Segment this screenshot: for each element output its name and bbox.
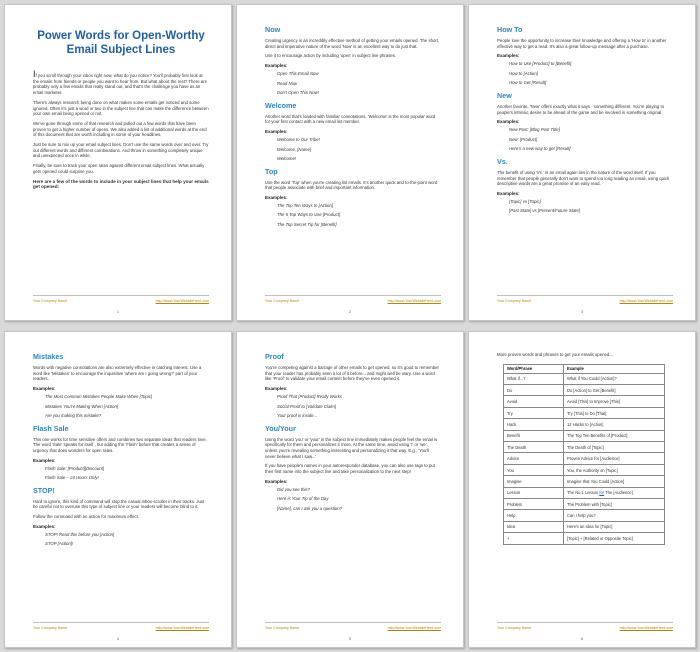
- page-number: 1: [116, 309, 120, 314]
- bold-paragraph: Here are a few of the words to include in your subject lines that help your emails get opened:: [33, 178, 209, 190]
- paragraph: Follow the command with an action for maximum effect.: [33, 514, 139, 520]
- example-cell: Avoid [This] to Improve [This]: [564, 396, 665, 407]
- word-cell: Do: [504, 385, 564, 396]
- company-name: Your Company Name: [265, 626, 300, 630]
- page-footer: [33, 622, 209, 631]
- company-name: Your Company Name: [497, 299, 532, 303]
- page-number: 3: [580, 309, 584, 314]
- footer-divider: [265, 295, 441, 296]
- example-cell: Here's an Idea for [Topic]: [564, 521, 665, 532]
- example-item: New Post: [Blog Post Title]: [509, 127, 560, 133]
- word-cell: Help: [504, 510, 564, 521]
- examples-label: Examples:: [497, 119, 520, 125]
- paragraph: Using the word 'you' or 'your' in the subject line immediately makes people feel the email is specifically for them and personalizes it more. At the same time, avoid using 'I' or 'we', unless you're revealing something interesting and personalizing it that way. E.g., 'You'll never believe what I saw...': [265, 436, 438, 459]
- page-number: 2: [348, 309, 352, 314]
- example-item: Read Now: [277, 80, 298, 86]
- word-cell: Idea: [504, 521, 564, 532]
- example-item: Mistakes You're Making When [Action]: [45, 403, 119, 409]
- example-cell: The Top Ten Benefits of [Product]: [564, 430, 665, 441]
- company-name: Your Company Name: [497, 626, 532, 630]
- example-item: How to [Action]: [509, 70, 538, 76]
- page-footer: [265, 622, 441, 631]
- example-item: [Topic] vs [Topic]: [509, 198, 541, 204]
- example-item: New: [Product]: [509, 136, 538, 142]
- table-row: [504, 464, 665, 475]
- website-link[interactable]: http://www.YourWebsiteHere.com: [619, 626, 673, 630]
- example-item: The 5 Top Ways to Use [Product]: [277, 212, 341, 218]
- table-row: [504, 476, 665, 487]
- example-item: The Top Secret Tip for [Benefit]: [277, 221, 337, 227]
- table-row: [504, 499, 665, 510]
- website-link[interactable]: http://www.YourWebsiteHere.com: [387, 626, 441, 630]
- example-cell: Do [Action] to Get [Benefit]: [564, 385, 665, 396]
- examples-label: Examples:: [33, 523, 56, 529]
- examples-label: Examples:: [33, 457, 56, 463]
- example-item: Here's a new way to get [Result]: [509, 146, 571, 152]
- example-item: Social Proof to [Validate Claim]: [277, 403, 337, 409]
- example-item: The Top Ten Ways to [Action]: [277, 202, 333, 208]
- example-cell: The Problem with [Topic]: [564, 499, 665, 510]
- document-page-3: [468, 4, 696, 321]
- table-row: [504, 453, 665, 464]
- example-item: The Most Common Mistakes People Make When [Topic]: [45, 394, 153, 400]
- example-cell: What if You Could [Action]?: [564, 373, 665, 384]
- examples-label: Examples:: [497, 190, 520, 196]
- section-heading-welcome: Welcome: [265, 100, 297, 110]
- website-link[interactable]: http://www.YourWebsiteHere.com: [387, 299, 441, 303]
- paragraph: Another favorite, 'New' offers exactly what it says - something different. You're playing to people's intrinsic desire to be ahead of the game and be involved in something original.: [497, 103, 665, 115]
- example-cell: The Death of [Topic]: [564, 442, 665, 453]
- section-heading-stop: STOP!: [33, 485, 55, 495]
- paragraph: You're competing against a barrage of other emails to get opened, so it's good to remember that your reader has probably seen a lot of it before... and might well be wary. Use a word like 'Proof' to validate your email content before they've even opened it.: [265, 365, 439, 382]
- footer-divider: [33, 622, 209, 623]
- website-link[interactable]: http://www.YourWebsiteHere.com: [619, 299, 673, 303]
- examples-label: Examples:: [265, 194, 288, 200]
- table-header-row: [504, 364, 665, 373]
- examples-label: Examples:: [497, 53, 520, 59]
- table-row: [504, 407, 665, 418]
- company-name: Your Company Name: [265, 299, 300, 303]
- paragraph: Words with negative connotations are also extremely effective in catching interest. Use a word like 'Mistakes' to encourage the inquisitive 'where am I going wrong?' part of your readers.: [33, 365, 202, 382]
- document-title: Power Words for Open-Worthy Email Subject Lines: [37, 30, 205, 56]
- section-heading-top: Top: [265, 166, 278, 176]
- footer-divider: [497, 295, 673, 296]
- power-words-table: [503, 364, 665, 545]
- paragraph: Finally, be sure to track your open rates against different email subject lines. What actually gets opened could surprise you.: [33, 163, 205, 174]
- example-item: STOP [Action]!: [45, 541, 74, 547]
- example-cell: Try [This] to Do [That]: [564, 407, 665, 418]
- section-heading-proof: Proof: [265, 352, 284, 361]
- example-item: Here is Your Tip of the Day: [277, 496, 329, 502]
- word-cell: Advice: [504, 453, 564, 464]
- company-name: Your Company Name: [33, 626, 68, 630]
- example-item: [Past State] vs [Present/Future State]: [509, 208, 580, 214]
- example-cell: Proven Advice for [Audience]: [564, 453, 665, 464]
- table-row: [504, 442, 665, 453]
- example-cell: Can I help you?: [564, 510, 665, 521]
- page-footer: [33, 295, 209, 304]
- word-cell: Avoid: [504, 396, 564, 407]
- paragraph: This one works for time sensitive offers and combines two separate ideas that readers love. The word 'Sale' speaks for itself , but adding the 'Flash' before that creates a sense of urgency that does wonders for open rates.: [33, 436, 207, 454]
- example-item: [Name], can I ask you a question?: [277, 505, 342, 511]
- example-cell: [Topic] + [Related or Opposite Topic]: [564, 533, 665, 544]
- drop-cap: I: [33, 69, 36, 79]
- example-item: Welcome to Our Tribe!: [277, 137, 320, 143]
- paragraph: If you have people's names in your autoresponder database, you can also use tags to put their first name into the subject line and take personalization to the next step!: [265, 463, 435, 475]
- example-item: How to Get [Result]: [509, 80, 547, 86]
- example-item: Flash Sale: [Product][Discount]: [45, 465, 104, 471]
- document-page-4: [4, 331, 232, 648]
- table-row: [504, 533, 665, 544]
- footer-divider: [497, 622, 673, 623]
- section-heading-now: Now: [265, 25, 281, 34]
- examples-label: Examples:: [265, 386, 288, 392]
- paragraph: People love the opportunity to increase their knowledge and offering a 'How to' in another effective way to get a read. It's also a great follow-up message after a purchase.: [497, 38, 667, 49]
- example-item: How to Use [Product] to [Benefit]: [509, 61, 572, 67]
- table-row: [504, 487, 665, 498]
- website-link[interactable]: http://www.YourWebsiteHere.com: [155, 299, 209, 303]
- table-row: [504, 385, 665, 396]
- example-item: Are you making this mistake?: [45, 413, 102, 419]
- intro-paragraph: If you scroll through your inbox right now, what do you notice? You'll probably first look at the emails from friends or people you want to hear from. But what about the rest? There are probably only a few emails that really stand out, and that's the challenge you have as an email marketer.: [33, 69, 208, 96]
- examples-label: Examples:: [265, 63, 288, 69]
- table-row: [504, 373, 665, 384]
- footer-divider: [33, 295, 209, 296]
- paragraph: Hard to ignore, this kind of command will stop the casual inbox-scroller in their tracks. Just be careful not to overuse this type of subject line or your readers will become blind to it.: [33, 498, 205, 510]
- example-item: Welcome, [Name]: [277, 146, 312, 152]
- example-item: Don't Open This Now!: [277, 90, 319, 96]
- section-heading-you-your: You/Your: [265, 423, 296, 433]
- paragraph: We've gone through some of that research and pulled out a few words that have been proven to get a higher number of opens. We also added a list of additional words at the end of this document that are worth including in some of your headlines.: [33, 120, 207, 138]
- example-item: Welcome!: [277, 156, 297, 162]
- examples-label: Examples:: [265, 478, 288, 484]
- example-item: STOP! Read this before you [Action]: [45, 531, 115, 537]
- table-row: [504, 430, 665, 441]
- word-cell: Benefit: [504, 430, 564, 441]
- example-item: Flash Sale – 24 Hours Only!: [45, 475, 99, 481]
- example-cell: 12 Hacks to [Action]: [564, 419, 665, 430]
- paragraph: The benefit of using 'Vs.' in an email again lies in the nature of the word itself. If you remember that people generally don't want to spend too long reading an email, using quick descriptive words are a great promise of an easy read.: [497, 169, 670, 187]
- page-footer: [497, 622, 673, 631]
- page-number: 5: [348, 636, 352, 641]
- paragraph: There's always research being done on what makes some emails get noticed and some ignored. Often it's just a word or two in the subject line that can make the difference between your own email being opened or not.: [33, 99, 209, 117]
- section-heading-new: New: [497, 90, 512, 100]
- section-heading-flash-sale: Flash Sale: [33, 423, 69, 433]
- column-header-word: Word/Phrase: [504, 364, 564, 373]
- table-row: [504, 510, 665, 521]
- document-page-1: [4, 4, 232, 321]
- document-page-5: [236, 331, 464, 648]
- website-link[interactable]: http://www.YourWebsiteHere.com: [155, 626, 209, 630]
- word-cell: Problem: [504, 499, 564, 510]
- example-item: Proof That [Product] Really Works: [277, 394, 342, 400]
- table-row: [504, 396, 665, 407]
- section-heading-vs: Vs.: [497, 156, 508, 166]
- examples-label: Examples:: [265, 129, 288, 135]
- paragraph: Just be sure to mix up your email subject lines. Don't use the same words over and over. Try out different words and different combinations. And throw in something completely unique and unexpected once in while.: [33, 142, 209, 159]
- footer-divider: [265, 622, 441, 623]
- table-row: [504, 521, 665, 532]
- section-heading-mistakes: Mistakes: [33, 352, 64, 361]
- word-cell: Lesson: [504, 487, 564, 498]
- examples-label: Examples:: [33, 386, 56, 392]
- hyperlink[interactable]: for: [599, 490, 605, 496]
- word-cell: Try: [504, 407, 564, 418]
- page-footer: [265, 295, 441, 304]
- section-heading-how-to: How To: [497, 25, 523, 34]
- document-page-2: [236, 4, 464, 321]
- word-cell: Imagine: [504, 476, 564, 487]
- paragraph: Use the word 'Top' when you're creating list emails. It's another quick and to-the-point word that people associate with brief and important information.: [265, 179, 438, 191]
- page-footer: [497, 295, 673, 304]
- document-page-6: [468, 331, 696, 648]
- word-cell: Hack: [504, 419, 564, 430]
- paragraph: Another word that's loaded with familiar connotations, 'Welcome' is the most popular word for your first contact with a new email list member.: [265, 113, 436, 125]
- example-cell: Imagine that You Could [Action]: [564, 476, 665, 487]
- paragraph: Creating urgency is an incredibly effective method of getting your emails opened. The short, direct and imperative nature of the word 'Now' is an excellent way to do just that.: [265, 38, 440, 49]
- table-intro: More proven words and phrases to get your emails opened...: [497, 352, 613, 357]
- word-cell: What if...?: [504, 373, 564, 384]
- example-item: Your proof is inside...: [277, 413, 318, 419]
- word-cell: The Death: [504, 442, 564, 453]
- example-item: Did you see this?: [277, 486, 310, 492]
- paragraph: Use it to encourage action by including 'open' in subject line phrases.: [265, 53, 397, 59]
- word-cell: +: [504, 533, 564, 544]
- example-cell: The No.1 Lesson for The [Audience]: [564, 487, 665, 498]
- example-item: Open This Email Now: [277, 71, 319, 77]
- page-number: 4: [116, 636, 120, 641]
- page-number: 6: [580, 636, 584, 641]
- column-header-example: Example: [564, 364, 665, 373]
- example-cell: You, the Authority on [Topic]: [564, 464, 665, 475]
- company-name: Your Company Name: [33, 299, 68, 303]
- table-row: [504, 419, 665, 430]
- word-cell: You: [504, 464, 564, 475]
